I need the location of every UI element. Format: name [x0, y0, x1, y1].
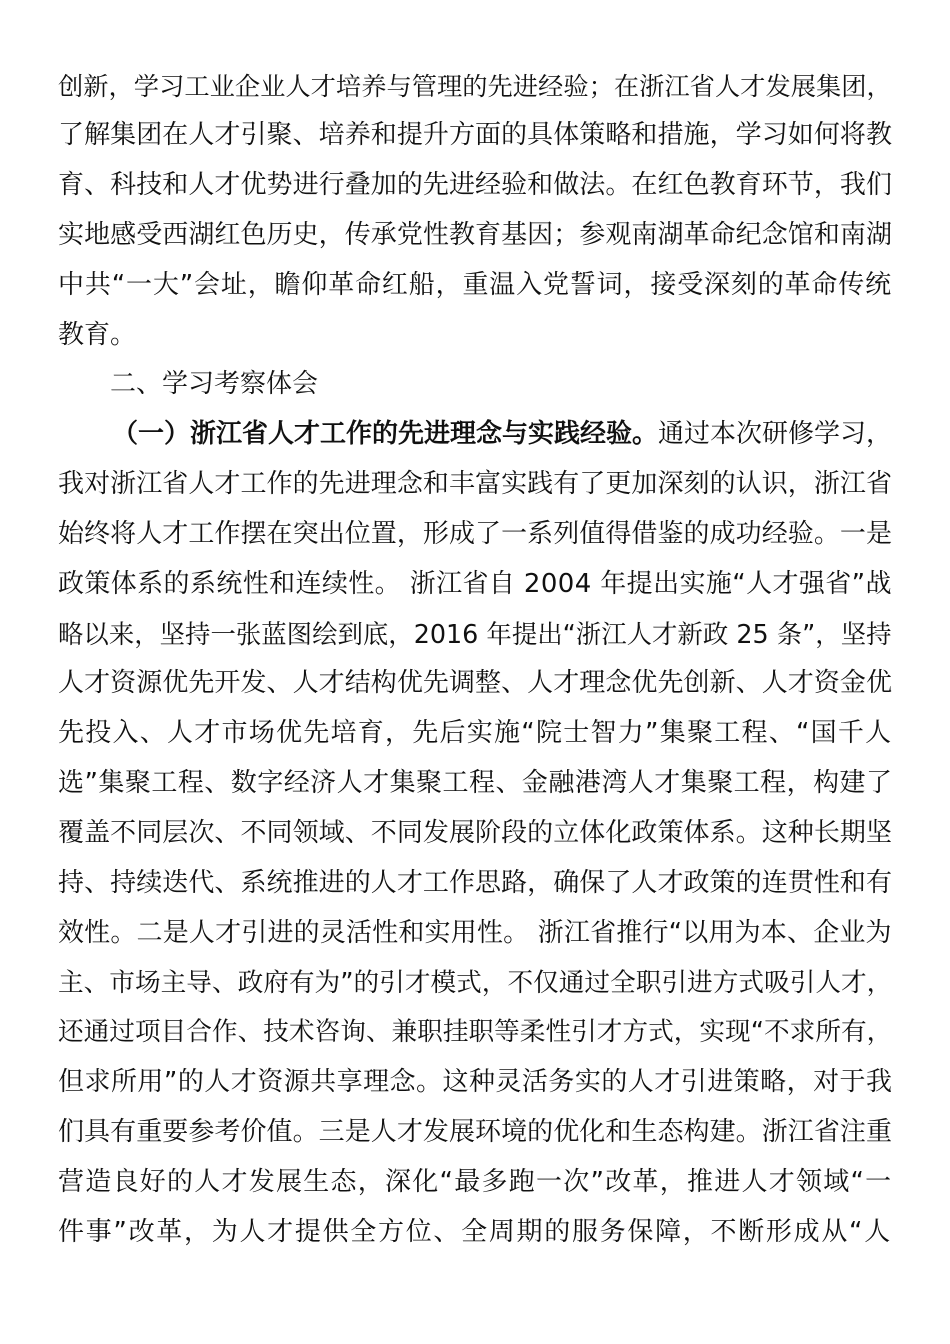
text-line: 始终将人才工作摆在突出位置，形成了一系列值得借鉴的成功经验。一是 [58, 519, 893, 549]
subsection-heading-rest: 通过本次研修学习， [658, 419, 893, 449]
text-line: 件事”改革，为人才提供全方位、全周期的服务保障，不断形成从“人 [58, 1217, 892, 1247]
text-line: 还通过项目合作、技术咨询、兼职挂职等柔性引才方式，实现“不求所有， [58, 1017, 893, 1047]
subsection-heading-line [112, 410, 892, 459]
text-line: 效性。二是人才引进的灵活性和实用性。 浙江省推行“以用为本、企业为 [58, 918, 892, 948]
text-line: 教育。 [58, 320, 137, 350]
subsection-heading-bold: （一）浙江省人才工作的先进理念与实践经验。 [112, 419, 659, 449]
text-line: 持、持续迭代、系统推进的人才工作思路，确保了人才政策的连贯性和有 [58, 868, 893, 898]
text-line: 营造良好的人才发展生态，深化“最多跑一次”改革，推进人才领域“一 [58, 1167, 893, 1197]
text-line: 选”集聚工程、数字经济人才集聚工程、金融港湾人才集聚工程，构建了 [58, 768, 893, 798]
text-line: 覆盖不同层次、不同领域、不同发展阶段的立体化政策体系。这种长期坚 [58, 818, 893, 848]
text-line: 略以来，坚持一张蓝图绘到底，2016 年提出“浙江人才新政 25 条”，坚持 [58, 619, 892, 649]
text-line: 人才资源优先开发、人才结构优先调整、人才理念优先创新、人才资金优 [58, 668, 893, 698]
text-line: 但求所用”的人才资源共享理念。这种灵活务实的人才引进策略，对于我 [58, 1067, 893, 1097]
text-line: 中共“一大”会址，瞻仰革命红船，重温入党誓词，接受深刻的革命传统 [58, 270, 892, 300]
text-line: 们具有重要参考价值。三是人才发展环境的优化和生态构建。浙江省注重 [58, 1117, 893, 1147]
text-line: 主、市场主导、政府有为”的引才模式，不仅通过全职引进方式吸引人才， [58, 968, 893, 998]
text-line: 创新，学习工业企业人才培养与管理的先进经验；在浙江省人才发展集团， [58, 72, 892, 101]
text-line: 我对浙江省人才工作的先进理念和丰富实践有了更加深刻的认识，浙江省 [58, 469, 893, 499]
text-line: 了解集团在人才引聚、培养和提升方面的具体策略和措施，学习如何将教 [58, 120, 893, 150]
text-line: 先投入、人才市场优先培育，先后实施“院士智力”集聚工程、“国千人 [58, 718, 893, 748]
text-line: 实地感受西湖红色历史，传承党性教育基因；参观南湖革命纪念馆和南湖 [58, 220, 893, 250]
text-line: 政策体系的系统性和连续性。 浙江省自 2004 年提出实施“人才强省”战 [58, 569, 892, 599]
text-line: 育、科技和人才优势进行叠加的先进经验和做法。在红色教育环节，我们 [58, 170, 893, 200]
section-heading: 二、学习考察体会 [110, 369, 319, 399]
